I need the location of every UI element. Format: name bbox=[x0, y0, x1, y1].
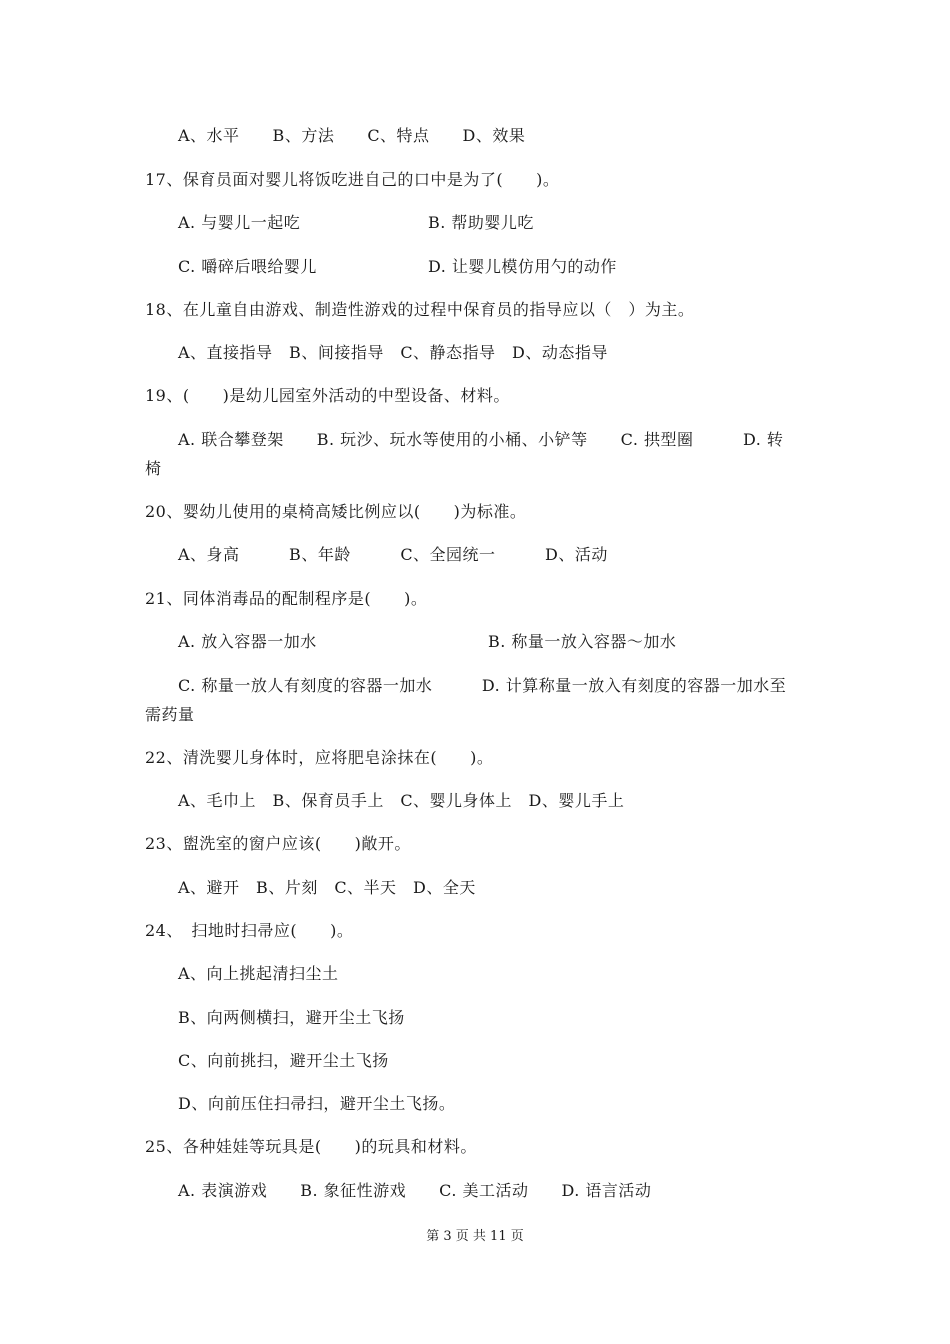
q23-options: A、避开 B、片刻 C、半天 D、全天 bbox=[178, 878, 476, 897]
q21-option-b: B. 称量一放入容器～加水 bbox=[488, 632, 677, 651]
q20-options: A、身高 B、年龄 C、全园统一 D、活动 bbox=[178, 545, 608, 564]
question-18: 18、在儿童自由游戏、制造性游戏的过程中保育员的指导应以（ ）为主。 bbox=[145, 300, 695, 319]
q17-option-b: B. 帮助婴儿吃 bbox=[428, 213, 534, 232]
q21-options-cd: C. 称量一放人有刻度的容器一加水 D. 计算称量一放入有刻度的容器一加水至 bbox=[178, 676, 787, 695]
q17-option-d: D. 让婴儿模仿用勺的动作 bbox=[428, 257, 617, 276]
page-number-footer: 第 3 页 共 11 页 bbox=[426, 1229, 524, 1244]
q21-option-a: A. 放入容器一加水 bbox=[178, 632, 317, 651]
q24-option-b: B、向两侧横扫，避开尘土飞扬 bbox=[178, 1008, 405, 1027]
q17-option-a: A. 与婴儿一起吃 bbox=[178, 213, 301, 232]
q16-options: A、水平 B、方法 C、特点 D、效果 bbox=[178, 126, 526, 145]
q24-option-c: C、向前挑扫，避开尘土飞扬 bbox=[178, 1051, 389, 1070]
question-24: 24、 扫地时扫帚应( )。 bbox=[145, 921, 354, 940]
question-21: 21、同体消毒品的配制程序是( )。 bbox=[145, 589, 428, 608]
question-22: 22、清洗婴儿身体时，应将肥皂涂抹在( )。 bbox=[145, 748, 494, 767]
q19-options-continued: 椅 bbox=[145, 459, 162, 478]
question-23: 23、盥洗室的窗户应该( )敞开。 bbox=[145, 834, 411, 853]
question-17: 17、保育员面对婴儿将饭吃进自己的口中是为了( )。 bbox=[145, 170, 560, 189]
q18-options: A、直接指导 B、间接指导 C、静态指导 D、动态指导 bbox=[178, 343, 608, 362]
question-19: 19、( )是幼儿园室外活动的中型设备、材料。 bbox=[145, 386, 510, 405]
q25-options: A. 表演游戏 B. 象征性游戏 C. 美工活动 D. 语言活动 bbox=[178, 1181, 652, 1200]
q17-option-c: C. 嚼碎后喂给婴儿 bbox=[178, 257, 317, 276]
question-20: 20、婴幼儿使用的桌椅高矮比例应以( )为标准。 bbox=[145, 502, 527, 521]
q19-options: A. 联合攀登架 B. 玩沙、玩水等使用的小桶、小铲等 C. 拱型圈 D. 转 bbox=[178, 430, 784, 449]
q22-options: A、毛巾上 B、保育员手上 C、婴儿身体上 D、婴儿手上 bbox=[178, 791, 625, 810]
q24-option-d: D、向前压住扫帚扫，避开尘土飞扬。 bbox=[178, 1094, 456, 1113]
q24-option-a: A、向上挑起清扫尘土 bbox=[178, 964, 339, 983]
question-25: 25、各种娃娃等玩具是( )的玩具和材料。 bbox=[145, 1137, 477, 1156]
q21-options-continued: 需药量 bbox=[145, 705, 195, 724]
